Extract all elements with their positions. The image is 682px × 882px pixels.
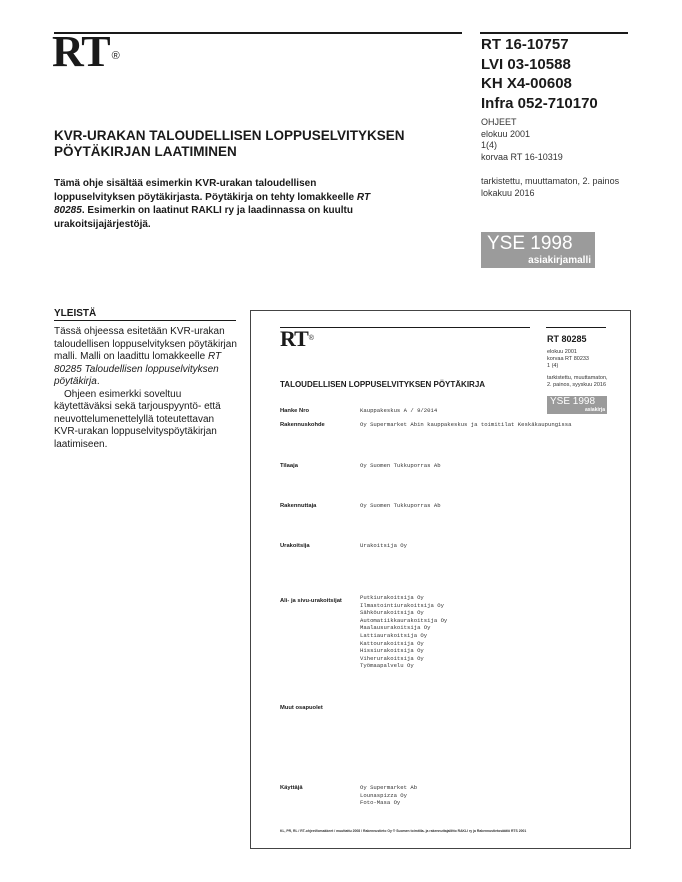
yse-badge-title: YSE 1998 [487, 233, 573, 254]
document-meta [481, 117, 619, 199]
form-rule-left [280, 327, 530, 328]
rt-logo: RT ® [52, 27, 119, 76]
label-kayttaja: Käyttäjä [280, 785, 303, 791]
form-yse-badge: YSE 1998 asiakirja [547, 396, 607, 414]
doc-type: OHJEET [481, 117, 517, 127]
value-hanke-nro: Kauppakeskus A / 9/2014 [360, 407, 438, 414]
yse-badge-subtitle: asiakirjamalli [528, 255, 591, 266]
section-heading: YLEISTÄ [54, 308, 97, 319]
body-paragraph: Tässä ohjeessa esitetään KVR-urakan taloudellisen loppuselvityksen pöytäkirjan malli. Malli on laadittu lomakkeelle RT 80285 Taloudellisen loppuselvityksen pöytäkirja. [54, 326, 237, 387]
form-code: RT 80285 [547, 334, 587, 344]
form-rt-logo: RT® [280, 326, 313, 351]
document-codes [481, 35, 598, 113]
value-kayttaja: Oy Supermarket Ab Lounaspizza Oy Foto-Masa Oy [360, 784, 418, 807]
document-code: RT 16-10757 [481, 36, 569, 53]
page-title: KVR-URAKAN TALOUDELLISEN LOPPUSELVITYKSEN PÖYTÄKIRJAN LAATIMINEN [54, 128, 405, 159]
value-urakoitsija: Urakoitsija Oy [360, 542, 407, 549]
value-tilaaja: Oy Suomen Tukkuporras Ab [360, 462, 441, 469]
label-muut-osapuolet: Muut osapuolet [280, 705, 323, 711]
body-paragraph: Ohjeen esimerkki soveltuu käytettäväksi sekä tarjouspyyntö- että neuvottelumenettelyllä toteutettavan KVR-urakan loppuselvityspöytäkirjan laatimiseen. [54, 388, 221, 450]
doc-pages: 1(4) [481, 140, 498, 150]
form-title: TALOUDELLISEN LOPPUSELVITYKSEN PÖYTÄKIRJA [280, 380, 486, 389]
form-meta: elokuu 2001 korvaa RT 80233 1 (4) tarkistettu, muuttamaton, 2. painos, syyskuu 2016 [547, 349, 608, 389]
document-code: Infra 052-710170 [481, 94, 598, 112]
document-code: LVI 03-10588 [481, 55, 571, 73]
label-urakoitsija: Urakoitsija [280, 543, 310, 549]
label-rakennuskohde: Rakennuskohde [280, 422, 325, 428]
label-rakennuttaja: Rakennuttaja [280, 503, 317, 509]
yse-badge [481, 232, 595, 268]
label-tilaaja: Tilaaja [280, 463, 298, 469]
section-body [54, 326, 240, 451]
header-rule-right [480, 32, 628, 34]
intro-paragraph: Tämä ohje sisältää esimerkin KVR-urakan taloudellisen loppuselvityksen pöytäkirjasta. Pöytäkirja on tehty lomakkeelle RT 80285. Esimerkin on laatinut RAKLI ry ja laadinnassa on kuultu urakoitsijajärjestöjä. [54, 178, 371, 230]
section-rule [54, 320, 236, 321]
value-ali-sivu-urakoitsijat: Putkiurakoitsija Oy Ilmastointiurakoitsija Oy Sähköurakoitsija Oy Automatiikkaurakoitsija Oy Maalausurakoitsija Oy Lattiaurakoitsija Oy Kattourakoitsija Oy Hissiurakoitsija Oy Viherurakoitsija Oy Työmaapalvelu Oy [360, 594, 448, 670]
value-rakennuttaja: Oy Suomen Tukkuporras Ab [360, 502, 441, 509]
doc-date: elokuu 2001 [481, 128, 531, 139]
doc-revision: tarkistettu, muuttamaton, 2. painos [481, 176, 620, 186]
form-rule-right [546, 327, 606, 328]
label-hanke-nro: Hanke Nro [280, 408, 309, 414]
value-rakennuskohde: Oy Supermarket Abin kauppakeskus ja toimitilat Keskäkaupungissa [360, 421, 572, 428]
form-preview [250, 310, 631, 849]
doc-replaces: korvaa RT 16-10319 [481, 151, 563, 162]
doc-revision-date: lokakuu 2016 [481, 187, 535, 198]
document-code: KH X4-00608 [481, 75, 572, 92]
form-footer: KL, PR, RL / RT-ohjeet/lomakkeet / muuttattu 2008 / Rakennustieto Oy ® Suomen toimitila- ja rakennuttajaliitto RAKLI ry ja Rakennustietosäätiö RTS 2001 [280, 829, 527, 833]
label-ali-sivu-urakoitsijat: Ali- ja sivu-urakoitsijat [280, 598, 342, 604]
